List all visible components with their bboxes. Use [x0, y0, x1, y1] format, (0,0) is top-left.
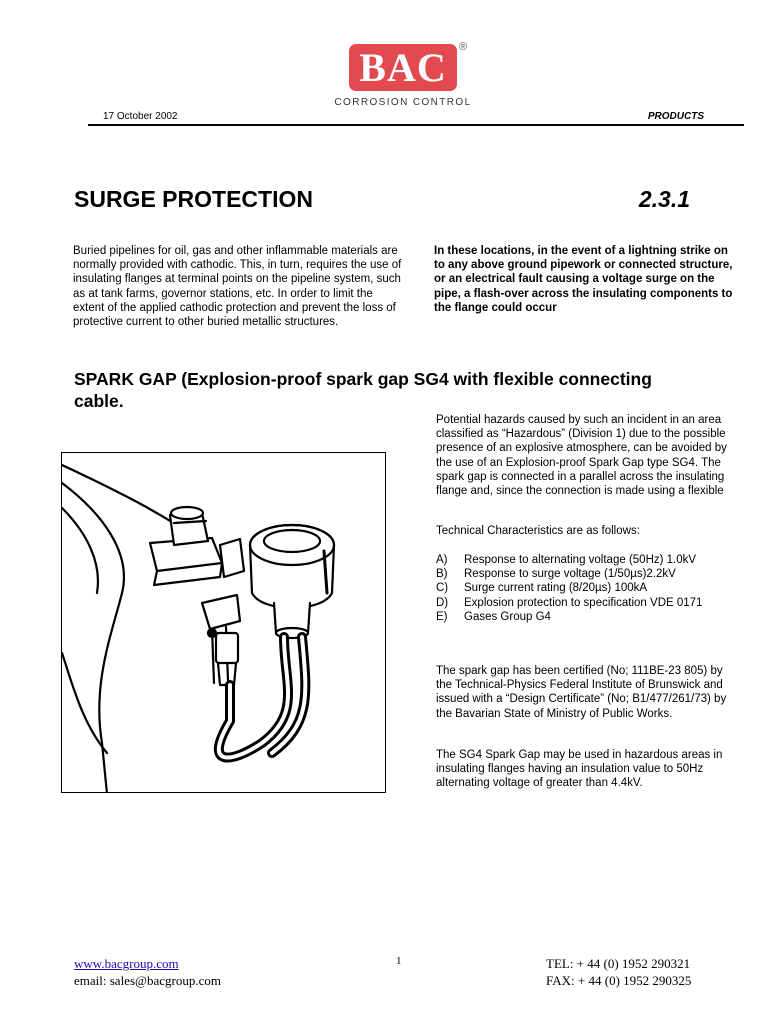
- contact-email: email: sales@bacgroup.com: [74, 973, 221, 988]
- intro-warning-paragraph: In these locations, in the event of a lightning strike on to any above ground pipework or connected structure, or an electrical fault causing a voltage surge on the pipe, a flash-over across the insulating components to the flange could occur: [434, 245, 733, 314]
- spec-list: [436, 553, 741, 624]
- section-number: 2.3.1: [638, 186, 690, 212]
- spark-gap-illustration-icon: [62, 453, 386, 793]
- spec-text: Response to surge voltage (1/50µs)2.2kV: [464, 568, 676, 581]
- spec-text: Gases Group G4: [464, 610, 551, 623]
- registered-mark: ®: [459, 41, 468, 53]
- usage-paragraph: The SG4 Spark Gap may be used in hazardous areas in insulating flanges having an insulation value to 50Hz alternating voltage of greater than 4.4kV.: [436, 749, 723, 790]
- spec-text: Explosion protection to specification VDE 0171: [464, 596, 703, 609]
- spec-letter: A): [436, 554, 448, 566]
- document-date: 17 October 2002: [103, 111, 178, 122]
- spec-text: Surge current rating (8/20µs) 100kA: [464, 582, 648, 595]
- spec-item: [436, 596, 741, 610]
- spec-item: [436, 610, 741, 624]
- spec-item: [436, 553, 741, 567]
- certification-paragraph: The spark gap has been certified (No; 111BE-23 805) by the Technical-Physics Federal Institute of Brunswick and issued with a “Design Certificate” (No; B1/477/261/73) by the Bavarian State of Ministry of Public Works.: [436, 665, 727, 720]
- section-subheading: SPARK GAP (Explosion-proof spark gap SG4 with flexible connecting cable.: [74, 369, 652, 411]
- spec-text: Response to alternating voltage (50Hz) 1.0kV: [464, 554, 697, 566]
- header-divider: [88, 124, 744, 126]
- page-title: SURGE PROTECTION: [74, 186, 313, 212]
- website-link[interactable]: www.bacgroup.com: [74, 956, 179, 971]
- hazards-paragraph: Potential hazards caused by such an incident in an area classified as “Hazardous” (Division 1) due to the possible presence of an explosive atmosphere, can be avoided by the use of an Explosion-proof Spark Gap type SG4. The spark gap is connected in a parallel across the insulating flange and, since the connection is made using a flexible: [436, 414, 727, 498]
- spec-letter: D): [436, 596, 449, 609]
- spec-item: [436, 581, 741, 595]
- category-label: PRODUCTS: [647, 111, 704, 122]
- logo-tagline: CORROSION CONTROL: [334, 97, 472, 108]
- bac-logo: BAC: [349, 44, 457, 91]
- page-number: 1: [396, 955, 402, 967]
- technical-heading: Technical Characteristics are as follows:: [436, 525, 640, 537]
- contact-fax: FAX: + 44 (0) 1952 290325: [546, 973, 692, 988]
- spec-letter: E): [436, 610, 448, 623]
- spark-gap-figure: [61, 452, 386, 793]
- contact-telephone: TEL: + 44 (0) 1952 290321: [546, 956, 691, 971]
- spec-item: [436, 567, 741, 581]
- spec-letter: C): [436, 582, 449, 595]
- spec-letter: B): [436, 568, 448, 581]
- intro-paragraph: Buried pipelines for oil, gas and other inflammable materials are normally provided with cathodic. This, in turn, requires the use of insulating flanges at terminal points on the pipeline system, such as at tank farms, governor stations, etc. In order to limit the extent of the applied cathodic protection and prevent the loss of protective current to other buried metallic structures.: [73, 245, 402, 329]
